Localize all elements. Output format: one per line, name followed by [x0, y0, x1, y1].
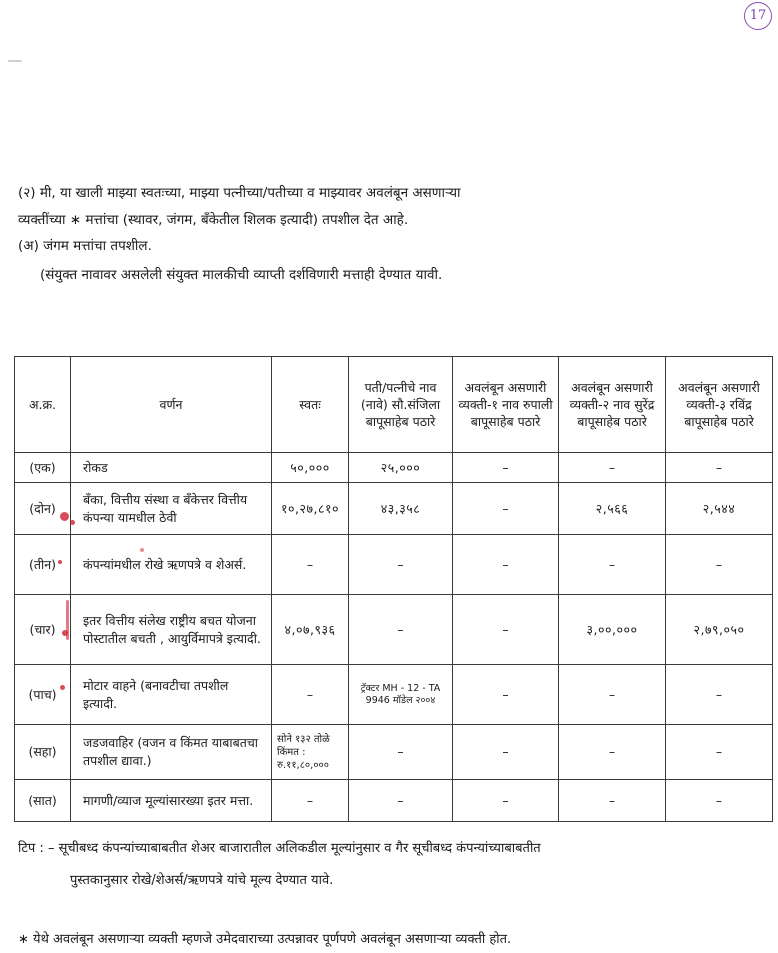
row-spouse-value: ४३,३५८: [349, 483, 453, 535]
movable-assets-table: [14, 356, 773, 822]
row-dependent-2-value: –: [559, 453, 666, 483]
row-dependent-2-value: –: [559, 780, 666, 822]
table-row: [15, 780, 773, 822]
row-dependent-1-value: –: [453, 665, 559, 725]
row-description: कंपन्यांमधील रोखे ऋणपत्रे व शेअर्स.: [71, 535, 272, 595]
row-description: मोटार वाहने (बनावटीचा तपशील इत्यादी.: [71, 665, 272, 725]
row-dependent-2-value: –: [559, 535, 666, 595]
table-row: [15, 483, 773, 535]
page-number: 17: [744, 2, 772, 30]
header-serial: अ.क्र.: [15, 357, 71, 453]
row-dependent-1-value: –: [453, 725, 559, 780]
row-spouse-value: –: [349, 780, 453, 822]
row-serial: (दोन): [15, 483, 71, 535]
row-dependent-3-value: २,७९,०५०: [666, 595, 773, 665]
intro-line-2: व्यक्तींच्या ∗ मत्तांचा (स्थावर, जंगम, बँकेतील शिलक इत्यादी) तपशील देत आहे.: [18, 212, 409, 228]
row-dependent-1-value: –: [453, 780, 559, 822]
row-dependent-3-value: –: [666, 780, 773, 822]
row-description: बँका, वित्तीय संस्था व बँकेत्तर वित्तीय कंपन्या यामधील ठेवी: [71, 483, 272, 535]
row-spouse-value: ट्रॅक्टर MH - 12 - TA 9946 मॉडेल २००४: [349, 665, 453, 725]
table-row: [15, 535, 773, 595]
row-self-value: ५०,०००: [272, 453, 349, 483]
row-description: रोकड: [71, 453, 272, 483]
scan-mark: [8, 60, 22, 62]
header-dependent-3: अवलंबून असणारी व्यक्ती-३ रविंद्र बापूसाहेब पठारे: [666, 357, 773, 453]
row-self-value: –: [272, 535, 349, 595]
table-header-row: [15, 357, 773, 453]
row-dependent-2-value: २,५६६: [559, 483, 666, 535]
row-serial: (सहा): [15, 725, 71, 780]
table-row: [15, 453, 773, 483]
row-description: इतर वित्तीय संलेख राष्ट्रीय बचत योजना पोस्टातील बचती , आयुर्विमापत्रे इत्यादी.: [71, 595, 272, 665]
table-row: [15, 725, 773, 780]
row-dependent-1-value: –: [453, 453, 559, 483]
footnote: ∗ येथे अवलंबून असणाऱ्या व्यक्ती म्हणजे उमेदवाराच्या उत्पन्नावर पूर्णपणे अवलंबून असणाऱ्या व्यक्ती होत.: [18, 932, 512, 947]
row-serial: (चार): [15, 595, 71, 665]
header-description: वर्णन: [71, 357, 272, 453]
row-dependent-3-value: २,५४४: [666, 483, 773, 535]
row-serial: (तीन): [15, 535, 71, 595]
row-self-value: १०,२७,८१०: [272, 483, 349, 535]
row-dependent-3-value: –: [666, 453, 773, 483]
intro-line-4: (संयुक्त नावावर असलेली संयुक्त मालकीची व्याप्ती दर्शविणारी मत्ताही देण्यात यावी.: [40, 267, 443, 283]
row-dependent-1-value: –: [453, 535, 559, 595]
header-self: स्वतः: [272, 357, 349, 453]
row-description: जडजवाहिर (वजन व किंमत याबाबतचा तपशील द्यावा.): [71, 725, 272, 780]
row-self-value: ४,०७,९३६: [272, 595, 349, 665]
row-dependent-1-value: –: [453, 483, 559, 535]
header-dependent-1: अवलंबून असणारी व्यक्ती-१ नाव रुपाली बापूसाहेब पठारे: [453, 357, 559, 453]
row-dependent-1-value: –: [453, 595, 559, 665]
row-serial: (पाच): [15, 665, 71, 725]
row-self-value: सोने १३२ तोळे किंमत : रु.११,८०,०००: [272, 725, 349, 780]
table-row: [15, 665, 773, 725]
row-spouse-value: –: [349, 535, 453, 595]
intro-line-3: (अ) जंगम मत्तांचा तपशील.: [18, 238, 152, 254]
row-self-value: –: [272, 780, 349, 822]
note-line-2: पुस्तकानुसार रोखे/शेअर्स/ऋणपत्रे यांचे मूल्य देण्यात यावे.: [70, 873, 334, 888]
header-spouse: पती/पत्नीचे नाव (नावे) सौ.संजिला बापूसाहेब पठारे: [349, 357, 453, 453]
row-spouse-value: –: [349, 725, 453, 780]
row-dependent-2-value: ३,००,०००: [559, 595, 666, 665]
row-dependent-3-value: –: [666, 535, 773, 595]
row-spouse-value: २५,०००: [349, 453, 453, 483]
header-dependent-2: अवलंबून असणारी व्यक्ती-२ नाव सुरेंद्र बापूसाहेब पठारे: [559, 357, 666, 453]
row-dependent-3-value: –: [666, 665, 773, 725]
row-spouse-value: –: [349, 595, 453, 665]
row-serial: (सात): [15, 780, 71, 822]
note-line-1: टिप : – सूचीबध्द कंपन्यांच्याबाबतीत शेअर बाजारातील अलिकडील मूल्यांनुसार व गैर सूचीबध्द कंपन्यांच्याबाबतीत: [18, 841, 541, 856]
row-dependent-2-value: –: [559, 665, 666, 725]
row-dependent-2-value: –: [559, 725, 666, 780]
row-serial: (एक): [15, 453, 71, 483]
row-description: मागणी/व्याज मूल्यांसारख्या इतर मत्ता.: [71, 780, 272, 822]
table-row: [15, 595, 773, 665]
intro-line-1: (२) मी, या खाली माझ्या स्वतःच्या, माझ्या पत्नीच्या/पतीच्या व माझ्यावर अवलंबून असणाऱ्या: [18, 185, 461, 201]
row-dependent-3-value: –: [666, 725, 773, 780]
row-self-value: –: [272, 665, 349, 725]
